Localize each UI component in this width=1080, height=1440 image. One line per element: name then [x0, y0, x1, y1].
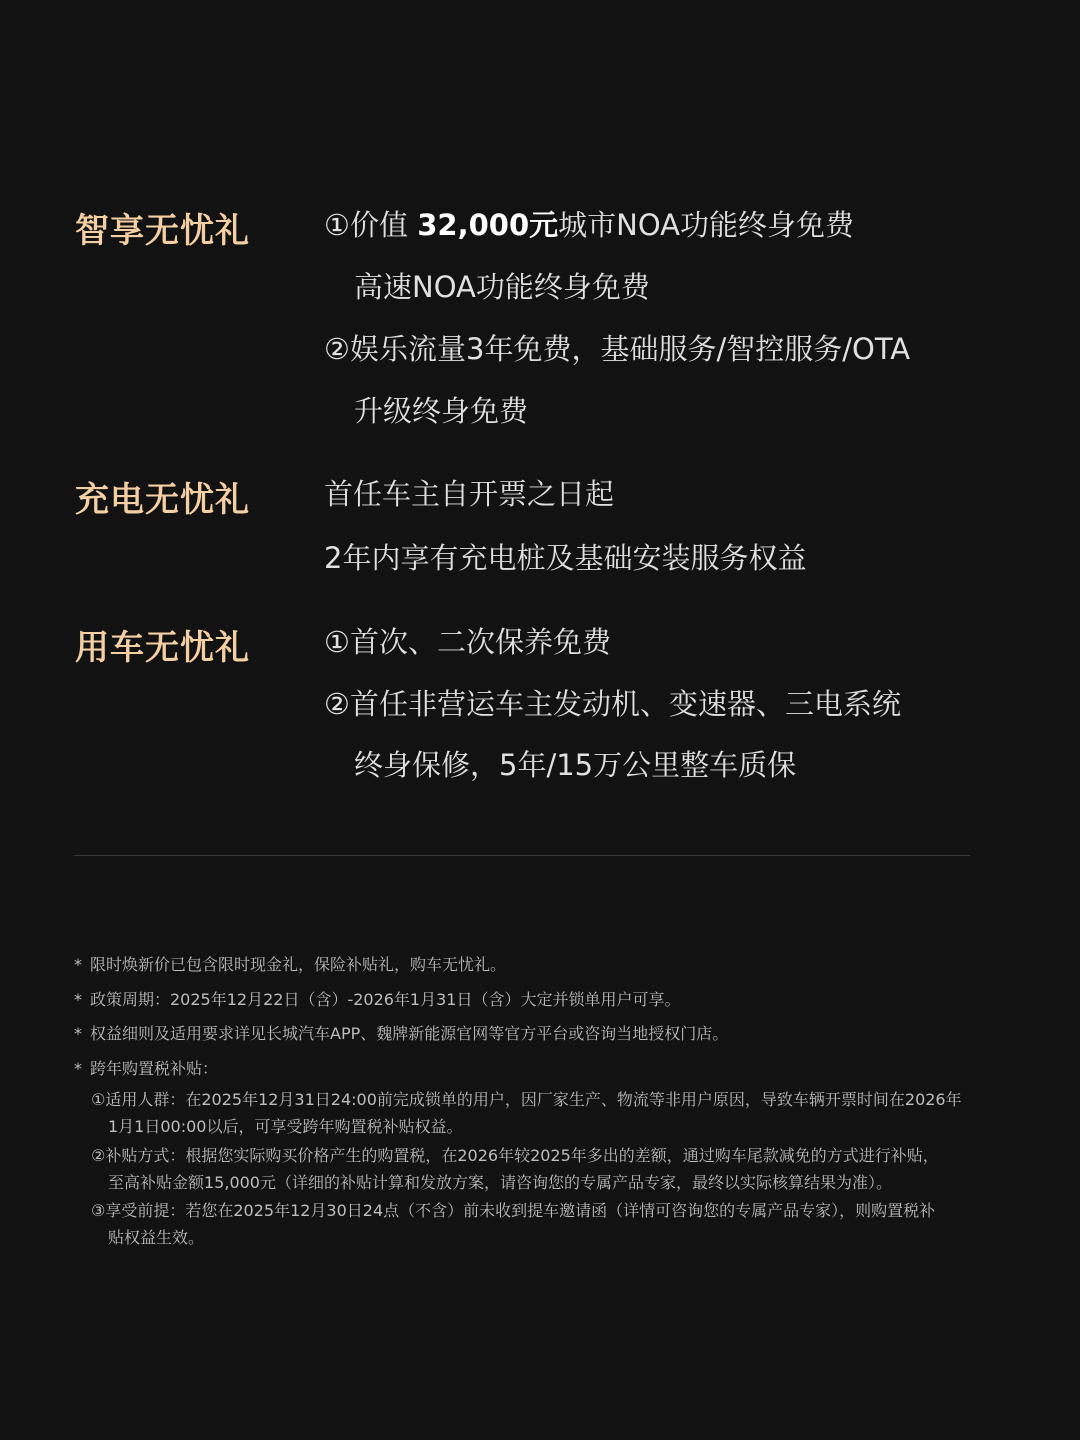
benefit-line-charging-rights: 2年内享有充电桩及基础安装服务权益 [324, 541, 807, 575]
footnote-sub-line: ②补贴方式：根据您实际购买价格产生的购置税，在2026年较2025年多出的差额，通过购车尾款减免的方式进行补贴， [91, 1146, 939, 1165]
footnote-star: * [74, 955, 82, 974]
benefit-line-noa-city-suffix: 城市NOA功能终身免费 [558, 208, 854, 242]
footnote-sub-line: 贴权益生效。 [108, 1228, 205, 1247]
footnote-text: 政策周期：2025年12月22日（含）-2026年1月31日（含）大定并锁单用户可享。 [90, 990, 681, 1009]
section-title-smart: 智享无忧礼 [75, 211, 250, 251]
benefit-line-upgrade: 升级终身免费 [354, 394, 529, 428]
benefit-value-highlight: 32,000元 [417, 208, 559, 242]
footnote-sub-line: 至高补贴金额15,000元（详细的补贴计算和发放方案，请咨询您的专属产品专家，最终以实际核算结果为准）。 [108, 1173, 892, 1192]
benefit-line-charging-start: 首任车主自开票之日起 [324, 477, 615, 511]
section-title-usage: 用车无忧礼 [75, 628, 250, 668]
footnote-sub-line: ①适用人群：在2025年12月31日24:00前完成锁单的用户，因厂家生产、物流等非用户原因，导致车辆开票时间在2026年 [91, 1090, 962, 1109]
footnote-star: * [74, 1024, 82, 1043]
divider [74, 855, 970, 856]
footnote-star: * [74, 990, 82, 1009]
footnote-item [74, 1056, 218, 1079]
footnote-text: 限时焕新价已包含限时现金礼，保险补贴礼，购车无忧礼。 [90, 955, 507, 974]
section-title-charging: 充电无忧礼 [75, 480, 250, 520]
footnote-text: 权益细则及适用要求详见长城汽车APP、魏牌新能源官网等官方平台或咨询当地授权门店。 [90, 1024, 729, 1043]
benefit-line-warranty: ②首任非营运车主发动机、变速器、三电系统 [324, 687, 901, 721]
footnote-sub-line: ③享受前提：若您在2025年12月30日24点（不含）前未收到提车邀请函（详情可咨询您的专属产品专家），则购置税补 [91, 1201, 936, 1220]
footnote-item [74, 952, 506, 975]
footnote-item [74, 987, 680, 1010]
footnote-item [74, 1021, 728, 1044]
benefit-line-data-services: ②娱乐流量3年免费，基础服务/智控服务/OTA [324, 332, 911, 366]
footnote-sub-line: 1月1日00:00以后，可享受跨年购置税补贴权益。 [108, 1117, 463, 1136]
benefit-line-warranty-detail: 终身保修，5年/15万公里整车质保 [354, 748, 797, 782]
benefit-line-noa-city-prefix: ①价值 [324, 208, 418, 242]
footnote-text: 跨年购置税补贴： [90, 1059, 219, 1078]
benefit-line-maintenance: ①首次、二次保养免费 [324, 625, 611, 659]
benefit-line-noa-city [324, 203, 854, 244]
footnote-star: * [74, 1059, 82, 1078]
benefit-line-noa-highway: 高速NOA功能终身免费 [354, 270, 650, 304]
